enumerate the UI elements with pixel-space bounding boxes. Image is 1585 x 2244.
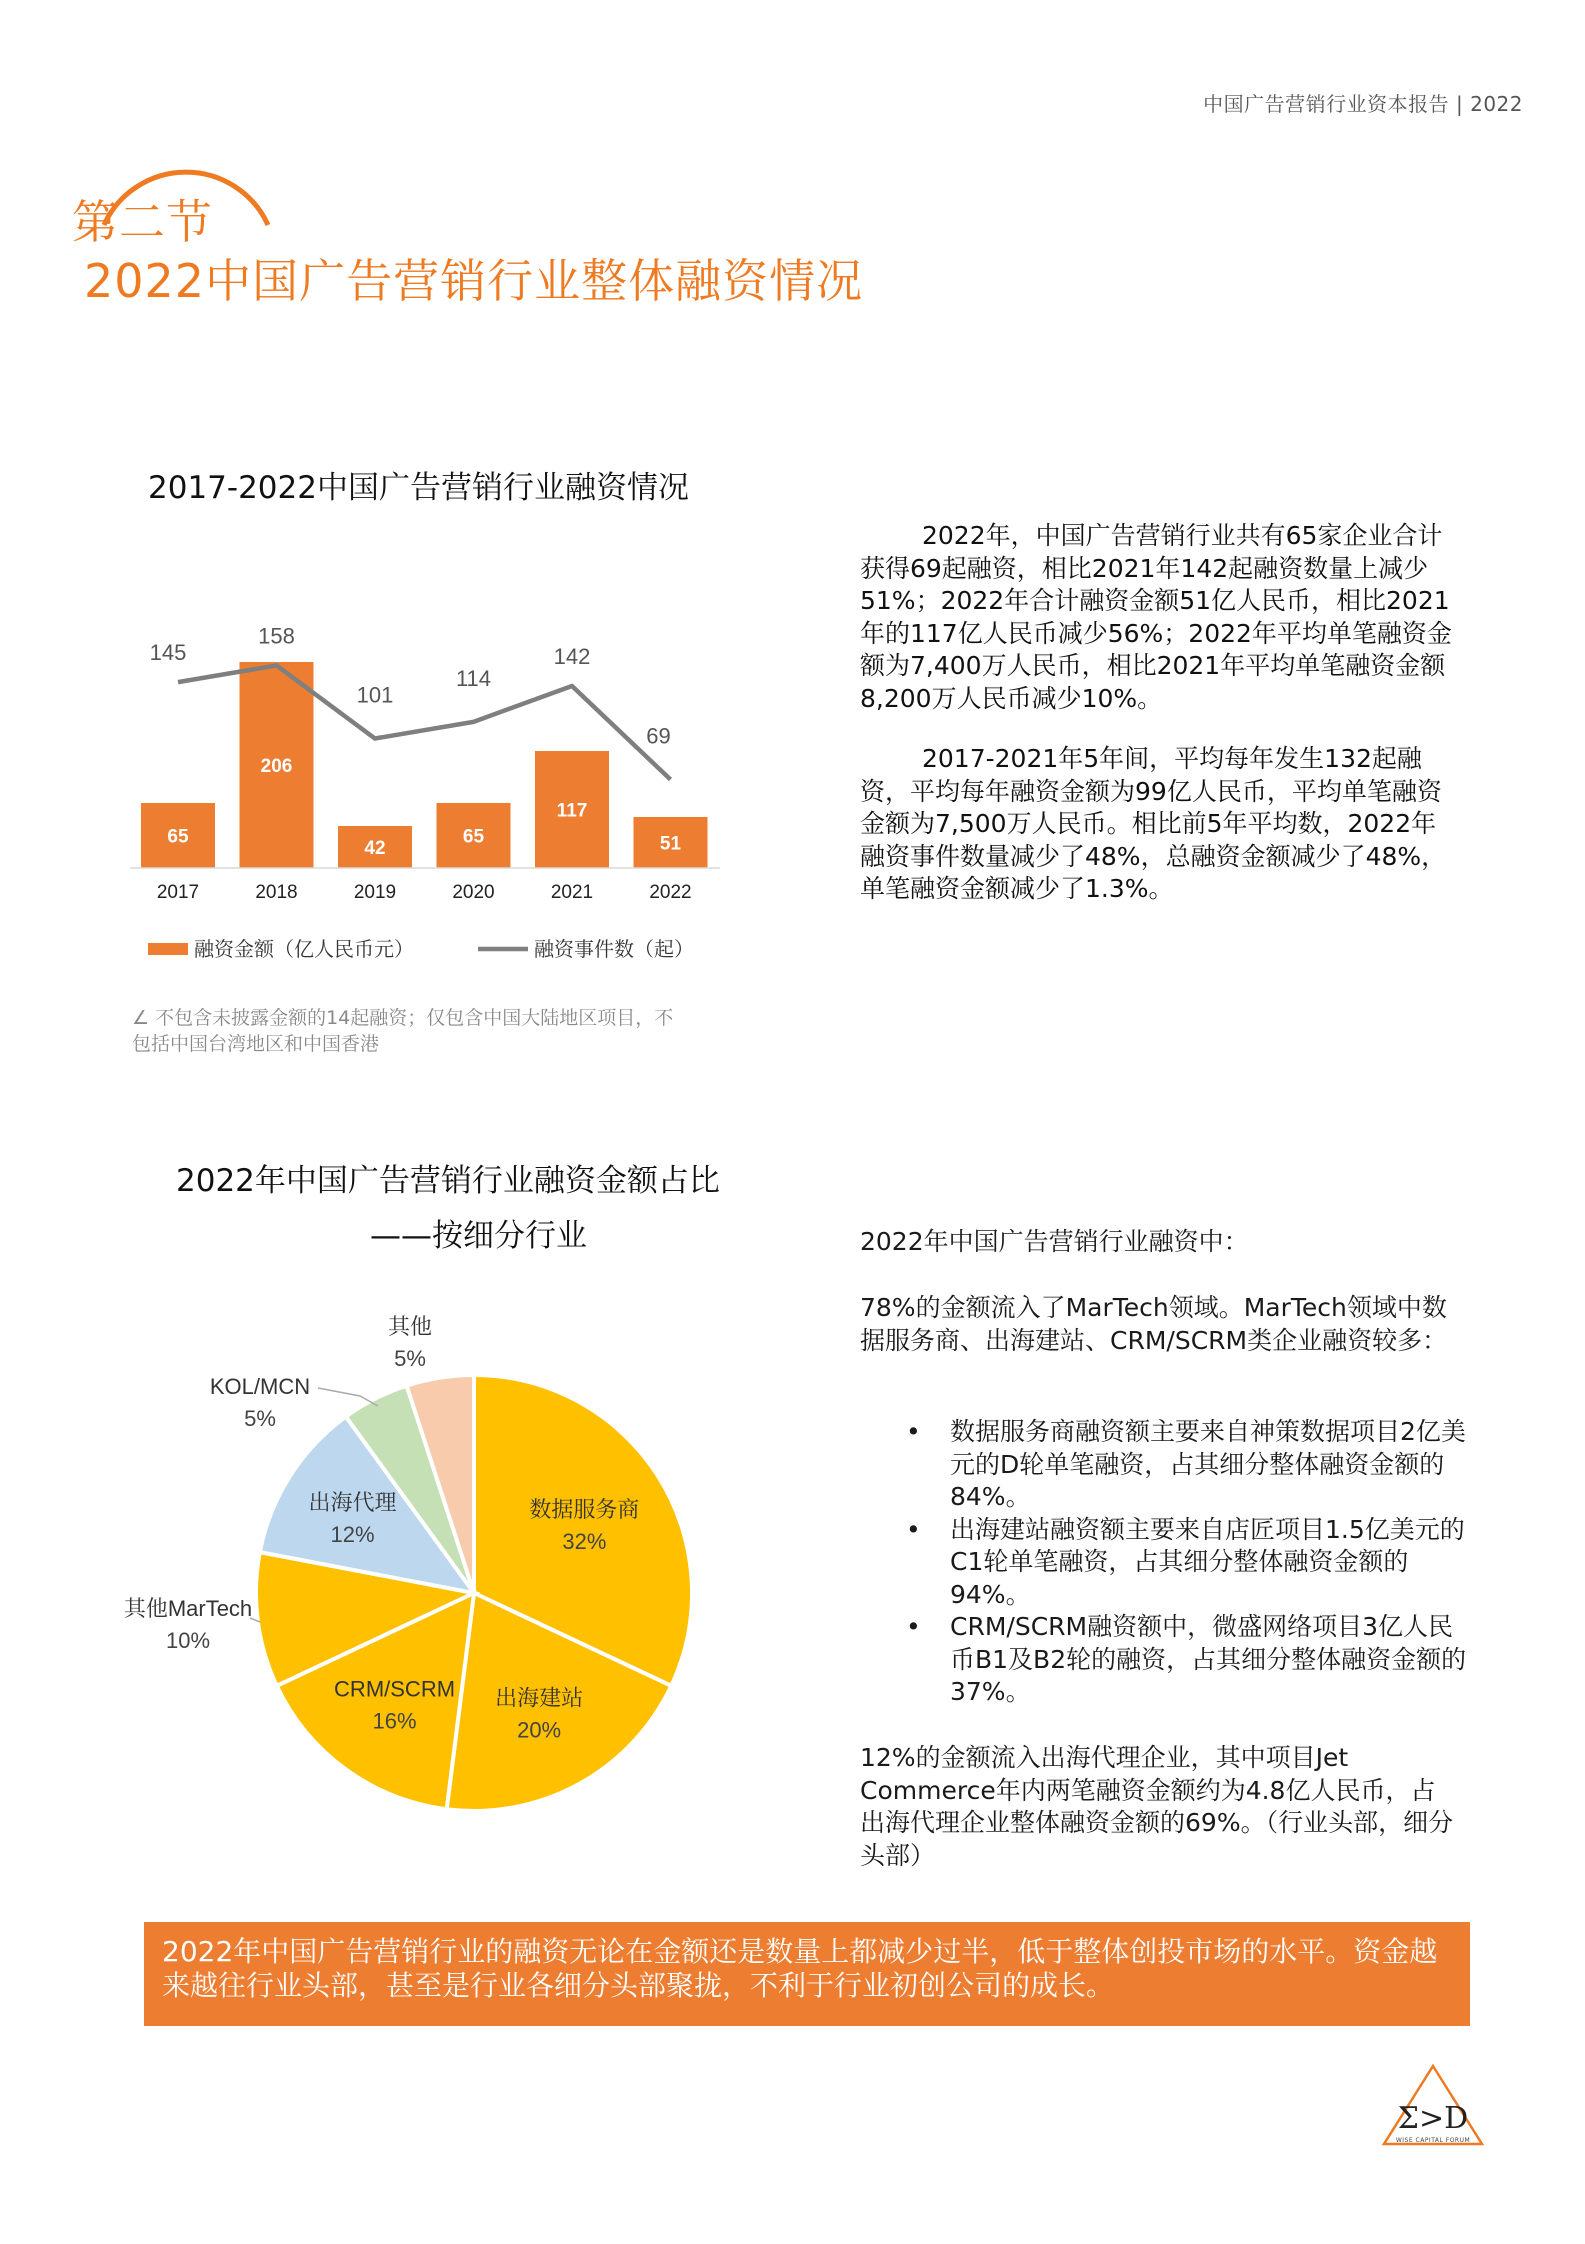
legend-bar-swatch	[148, 943, 188, 955]
pie-pct-label: 16%	[372, 1708, 417, 1734]
x-tick-label: 2019	[353, 882, 397, 903]
line-value-label: 69	[646, 723, 671, 749]
chart2-title: 2022年中国广告营销行业融资金额占比	[176, 1163, 720, 1199]
bullet-item: • CRM/SCRM融资额中，微盛网络项目3亿人民币B1及B2轮的融资，占其细分整体融资金额的37%。	[906, 1612, 1467, 1706]
pie-intro-text: 2022年中国广告营销行业融资中：	[860, 1227, 1249, 1256]
legend-line-label: 融资事件数（起）	[534, 939, 694, 961]
x-tick-label: 2022	[649, 882, 692, 903]
line-value-label: 101	[356, 682, 394, 708]
bar-value-label: 206	[260, 756, 293, 777]
pie-label: 其他MarTech	[123, 1596, 253, 1621]
martech-paragraph: 78%的金额流入了MarTech领域。MarTech领域中数据服务商、出海建站、CRM/SCRM类企业融资较多：	[860, 1293, 1448, 1355]
pie-label: 数据服务商	[529, 1496, 640, 1522]
bar-value-label: 51	[659, 833, 682, 855]
line-value-label: 142	[553, 643, 591, 669]
bullet-item: • 出海建站融资额主要来自店匠项目1.5亿美元的C1轮单笔融资，占其细分整体融资金额的94%。	[906, 1514, 1465, 1609]
chart1-title: 2017-2022中国广告营销行业融资情况	[148, 470, 689, 506]
conclusion-banner: 2022年中国广告营销行业的融资无论在金额还是数量上都减少过半，低于整体创投市场的水平。资金越来越往行业头部，甚至是行业各细分头部聚拢，不利于行业初创公司的成长。	[144, 1922, 1470, 2026]
legend-bar-label: 融资金额（亿人民币元）	[194, 939, 414, 961]
pie-label: 出海代理	[308, 1489, 397, 1515]
pie-label: KOL/MCN	[209, 1374, 311, 1399]
bar-value-label: 65	[462, 826, 485, 848]
x-tick-label: 2018	[255, 882, 298, 903]
martech-bullet-list	[906, 1416, 1470, 1709]
x-tick-label: 2017	[156, 882, 200, 903]
pie-pct-label: 5%	[394, 1346, 426, 1371]
line-value-label: 158	[258, 623, 295, 649]
pie-pct-label: 32%	[562, 1528, 607, 1554]
pie-pct-label: 10%	[165, 1628, 211, 1653]
pie-label: 其他	[387, 1314, 433, 1339]
x-tick-label: 2020	[452, 882, 495, 903]
x-tick-label: 2021	[550, 882, 594, 903]
section-title: 2022中国广告营销行业整体融资情况	[84, 254, 864, 308]
summary-paragraph-2: 2017-2021年5年间，平均每年发生132起融资，平均每年融资金额为99亿人民币，平均单笔融资金额为7,500万人民币。相比前5年平均数，2022年融资事件数量减少了48%，总融资金额减少了48%，单笔融资金额减少了1.3%。	[860, 744, 1447, 903]
pie-pct-label: 5%	[244, 1406, 276, 1431]
pie-pct-label: 20%	[517, 1717, 562, 1743]
bullet-dot: •	[906, 1514, 921, 1544]
bar-value-label: 65	[167, 826, 189, 848]
wise-capital-logo-icon	[1378, 2062, 1488, 2152]
logo-mark: Σ>D	[1397, 2101, 1469, 2136]
chart1-footnote: ∠ 不包含未披露金额的14起融资；仅包含中国大陆地区项目，不包括中国台湾地区和中国香港	[132, 1007, 674, 1055]
section-number: 第二节	[72, 195, 213, 249]
bullet-dot: •	[906, 1612, 921, 1641]
report-header-label: 中国广告营销行业资本报告 | 2022	[1203, 92, 1523, 116]
bar-value-label: 42	[364, 838, 386, 859]
bullet-item: • 数据服务商融资额主要来自神策数据项目2亿美元的D轮单笔融资，占其细分整体融资金额的84%。	[906, 1417, 1466, 1511]
chart2-subtitle: ——按细分行业	[370, 1218, 587, 1254]
segment-pie-chart	[100, 1290, 740, 1850]
pie-label: CRM/SCRM	[334, 1676, 456, 1702]
bar-value-label: 117	[556, 800, 588, 822]
funding-combo-chart	[130, 610, 750, 990]
pie-label: 出海建站	[495, 1685, 584, 1711]
logo-caption: WISE CAPITAL FORUM	[1395, 2137, 1471, 2144]
summary-paragraph-1: 2022年，中国广告营销行业共有65家企业合计获得69起融资，相比2021年142起融资数量上减少51%；2022年合计融资金额51亿人民币，相比2021年的117亿人民币减少56%；2022年平均单笔融资金额为7,400万人民币，相比2021年平均单笔融资金额8,200万人民币减少10%。	[860, 521, 1452, 713]
line-value-label: 145	[149, 640, 187, 666]
overseas-agency-paragraph: 12%的金额流入出海代理企业，其中项目Jet Commerce年内两笔融资金额约为4.8亿人民币，占出海代理企业整体融资金额的69%。（行业头部，细分头部）	[860, 1743, 1454, 1870]
pie-pct-label: 12%	[330, 1521, 375, 1547]
line-value-label: 114	[455, 665, 492, 691]
bullet-dot: •	[906, 1417, 921, 1446]
